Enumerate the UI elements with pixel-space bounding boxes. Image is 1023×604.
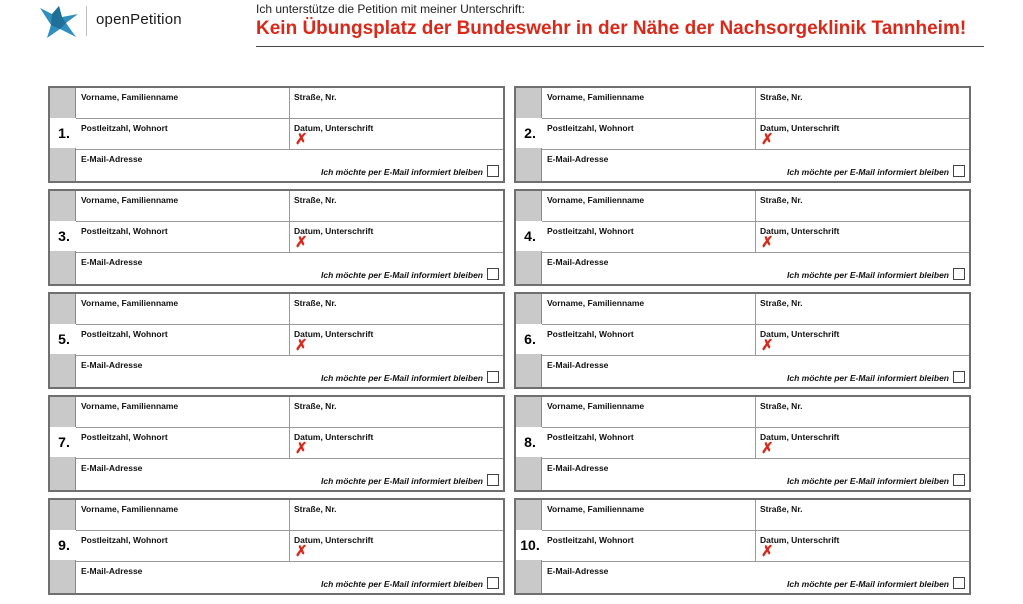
signature-field-label[interactable]: Datum, Unterschrift xyxy=(760,329,840,339)
signature-field-label[interactable]: Datum, Unterschrift xyxy=(760,123,840,133)
email-optin-checkbox[interactable] xyxy=(953,371,965,383)
email-optin-checkbox[interactable] xyxy=(953,577,965,589)
page-header xyxy=(0,0,1023,50)
entry-fields xyxy=(542,294,969,387)
name-field-label[interactable]: Vorname, Familienname xyxy=(547,92,645,102)
email-field-label[interactable]: E-Mail-Adresse xyxy=(547,566,609,576)
email-optin-label: Ich möchte per E-Mail informiert bleiben xyxy=(321,579,483,589)
city-field-label[interactable]: Postleitzahl, Wohnort xyxy=(81,432,168,442)
email-optin-label: Ich möchte per E-Mail informiert bleiben xyxy=(787,270,949,280)
signature-field-label[interactable]: Datum, Unterschrift xyxy=(294,535,374,545)
email-row xyxy=(542,459,969,490)
signature-entry-5 xyxy=(48,292,505,389)
email-optin-checkbox[interactable] xyxy=(953,474,965,486)
street-field-label[interactable]: Straße, Nr. xyxy=(294,195,337,205)
entry-number: 10. xyxy=(520,537,540,553)
name-field-label[interactable]: Vorname, Familienname xyxy=(81,298,179,308)
signature-mark-icon: ✗ xyxy=(295,337,308,354)
street-field-label[interactable]: Straße, Nr. xyxy=(294,298,337,308)
email-field-label[interactable]: E-Mail-Adresse xyxy=(547,360,609,370)
signature-entry-8 xyxy=(514,395,971,492)
email-optin-checkbox[interactable] xyxy=(487,165,499,177)
email-field-label[interactable]: E-Mail-Adresse xyxy=(547,257,609,267)
email-optin-label: Ich möchte per E-Mail informiert bleiben xyxy=(321,476,483,486)
logo-divider xyxy=(86,6,87,36)
city-field-label[interactable]: Postleitzahl, Wohnort xyxy=(81,123,168,133)
signature-entry-4 xyxy=(514,189,971,286)
email-field-label[interactable]: E-Mail-Adresse xyxy=(81,360,143,370)
entry-fields xyxy=(542,88,969,181)
open-petition-logo-icon xyxy=(38,4,80,40)
entry-fields xyxy=(76,191,503,284)
entry-fields xyxy=(76,397,503,490)
signature-entry-10 xyxy=(514,498,971,595)
entry-number: 5. xyxy=(58,331,70,347)
name-field-label[interactable]: Vorname, Familienname xyxy=(81,92,179,102)
entry-fields xyxy=(542,397,969,490)
signature-mark-icon: ✗ xyxy=(761,131,774,148)
city-field-label[interactable]: Postleitzahl, Wohnort xyxy=(547,226,634,236)
email-row xyxy=(76,459,503,490)
signature-mark-icon: ✗ xyxy=(761,440,774,457)
email-row xyxy=(542,562,969,593)
email-optin-label: Ich möchte per E-Mail informiert bleiben xyxy=(321,373,483,383)
column-divider xyxy=(289,294,290,356)
signature-mark-icon: ✗ xyxy=(295,440,308,457)
name-field-label[interactable]: Vorname, Familienname xyxy=(547,195,645,205)
name-field-label[interactable]: Vorname, Familienname xyxy=(81,195,179,205)
entry-fields xyxy=(76,500,503,593)
column-divider xyxy=(755,88,756,150)
email-row xyxy=(76,562,503,593)
street-field-label[interactable]: Straße, Nr. xyxy=(760,504,803,514)
street-field-label[interactable]: Straße, Nr. xyxy=(760,92,803,102)
email-row xyxy=(76,150,503,181)
entry-number: 3. xyxy=(58,228,70,244)
street-field-label[interactable]: Straße, Nr. xyxy=(294,504,337,514)
column-divider xyxy=(755,294,756,356)
signature-mark-icon: ✗ xyxy=(761,543,774,560)
signature-entry-2 xyxy=(514,86,971,183)
email-optin-checkbox[interactable] xyxy=(487,268,499,280)
email-optin-checkbox[interactable] xyxy=(487,577,499,589)
column-divider xyxy=(289,191,290,253)
street-field-label[interactable]: Straße, Nr. xyxy=(760,195,803,205)
entry-fields xyxy=(542,500,969,593)
city-field-label[interactable]: Postleitzahl, Wohnort xyxy=(547,535,634,545)
signature-field-label[interactable]: Datum, Unterschrift xyxy=(760,226,840,236)
email-optin-checkbox[interactable] xyxy=(487,371,499,383)
entry-number: 9. xyxy=(58,537,70,553)
header-divider xyxy=(256,46,984,47)
email-optin-label: Ich möchte per E-Mail informiert bleiben xyxy=(787,579,949,589)
street-field-label[interactable]: Straße, Nr. xyxy=(294,401,337,411)
signature-entry-6 xyxy=(514,292,971,389)
email-row xyxy=(76,356,503,387)
signature-mark-icon: ✗ xyxy=(295,234,308,251)
column-divider xyxy=(755,397,756,459)
signature-entry-9 xyxy=(48,498,505,595)
city-field-label[interactable]: Postleitzahl, Wohnort xyxy=(547,123,634,133)
email-optin-label: Ich möchte per E-Mail informiert bleiben xyxy=(321,270,483,280)
email-field-label[interactable]: E-Mail-Adresse xyxy=(547,463,609,473)
city-field-label[interactable]: Postleitzahl, Wohnort xyxy=(547,432,634,442)
street-field-label[interactable]: Straße, Nr. xyxy=(760,401,803,411)
email-field-label[interactable]: E-Mail-Adresse xyxy=(81,566,143,576)
signature-field-label[interactable]: Datum, Unterschrift xyxy=(294,329,374,339)
email-optin-checkbox[interactable] xyxy=(487,474,499,486)
signature-mark-icon: ✗ xyxy=(761,234,774,251)
name-field-label[interactable]: Vorname, Familienname xyxy=(547,401,645,411)
email-row xyxy=(542,253,969,284)
column-divider xyxy=(755,191,756,253)
signature-field-label[interactable]: Datum, Unterschrift xyxy=(294,226,374,236)
intro-text: Ich unterstütze die Petition mit meiner Unterschrift: xyxy=(256,2,525,16)
name-field-label[interactable]: Vorname, Familienname xyxy=(81,401,179,411)
city-field-label[interactable]: Postleitzahl, Wohnort xyxy=(81,226,168,236)
email-optin-label: Ich möchte per E-Mail informiert bleiben xyxy=(787,476,949,486)
signature-entry-1 xyxy=(48,86,505,183)
signature-mark-icon: ✗ xyxy=(295,543,308,560)
entry-fields xyxy=(76,88,503,181)
name-field-label[interactable]: Vorname, Familienname xyxy=(81,504,179,514)
signature-field-label[interactable]: Datum, Unterschrift xyxy=(760,535,840,545)
name-field-label[interactable]: Vorname, Familienname xyxy=(547,298,645,308)
brand-name: openPetition xyxy=(96,11,182,28)
column-divider xyxy=(289,88,290,150)
email-optin-checkbox[interactable] xyxy=(953,165,965,177)
column-divider xyxy=(289,397,290,459)
entry-number: 2. xyxy=(524,125,536,141)
email-field-label[interactable]: E-Mail-Adresse xyxy=(81,257,143,267)
city-field-label[interactable]: Postleitzahl, Wohnort xyxy=(81,329,168,339)
email-row xyxy=(76,253,503,284)
column-divider xyxy=(755,500,756,562)
entry-number: 8. xyxy=(524,434,536,450)
email-optin-checkbox[interactable] xyxy=(953,268,965,280)
email-field-label[interactable]: E-Mail-Adresse xyxy=(81,154,143,164)
email-row xyxy=(542,150,969,181)
name-field-label[interactable]: Vorname, Familienname xyxy=(547,504,645,514)
email-field-label[interactable]: E-Mail-Adresse xyxy=(547,154,609,164)
email-optin-label: Ich möchte per E-Mail informiert bleiben xyxy=(321,167,483,177)
signature-field-label[interactable]: Datum, Unterschrift xyxy=(760,432,840,442)
email-row xyxy=(542,356,969,387)
signature-field-label[interactable]: Datum, Unterschrift xyxy=(294,123,374,133)
signature-field-label[interactable]: Datum, Unterschrift xyxy=(294,432,374,442)
column-divider xyxy=(289,500,290,562)
petition-title: Kein Übungsplatz der Bundeswehr in der Nähe der Nachsorgeklinik Tannheim! xyxy=(256,18,967,39)
entry-fields xyxy=(76,294,503,387)
street-field-label[interactable]: Straße, Nr. xyxy=(294,92,337,102)
signature-mark-icon: ✗ xyxy=(761,337,774,354)
signature-entry-7 xyxy=(48,395,505,492)
entry-number: 6. xyxy=(524,331,536,347)
email-field-label[interactable]: E-Mail-Adresse xyxy=(81,463,143,473)
entry-number: 1. xyxy=(58,125,70,141)
entry-number: 4. xyxy=(524,228,536,244)
entry-number: 7. xyxy=(58,434,70,450)
entry-fields xyxy=(542,191,969,284)
street-field-label[interactable]: Straße, Nr. xyxy=(760,298,803,308)
signature-entry-3 xyxy=(48,189,505,286)
signature-mark-icon: ✗ xyxy=(295,131,308,148)
city-field-label[interactable]: Postleitzahl, Wohnort xyxy=(81,535,168,545)
email-optin-label: Ich möchte per E-Mail informiert bleiben xyxy=(787,167,949,177)
email-optin-label: Ich möchte per E-Mail informiert bleiben xyxy=(787,373,949,383)
city-field-label[interactable]: Postleitzahl, Wohnort xyxy=(547,329,634,339)
